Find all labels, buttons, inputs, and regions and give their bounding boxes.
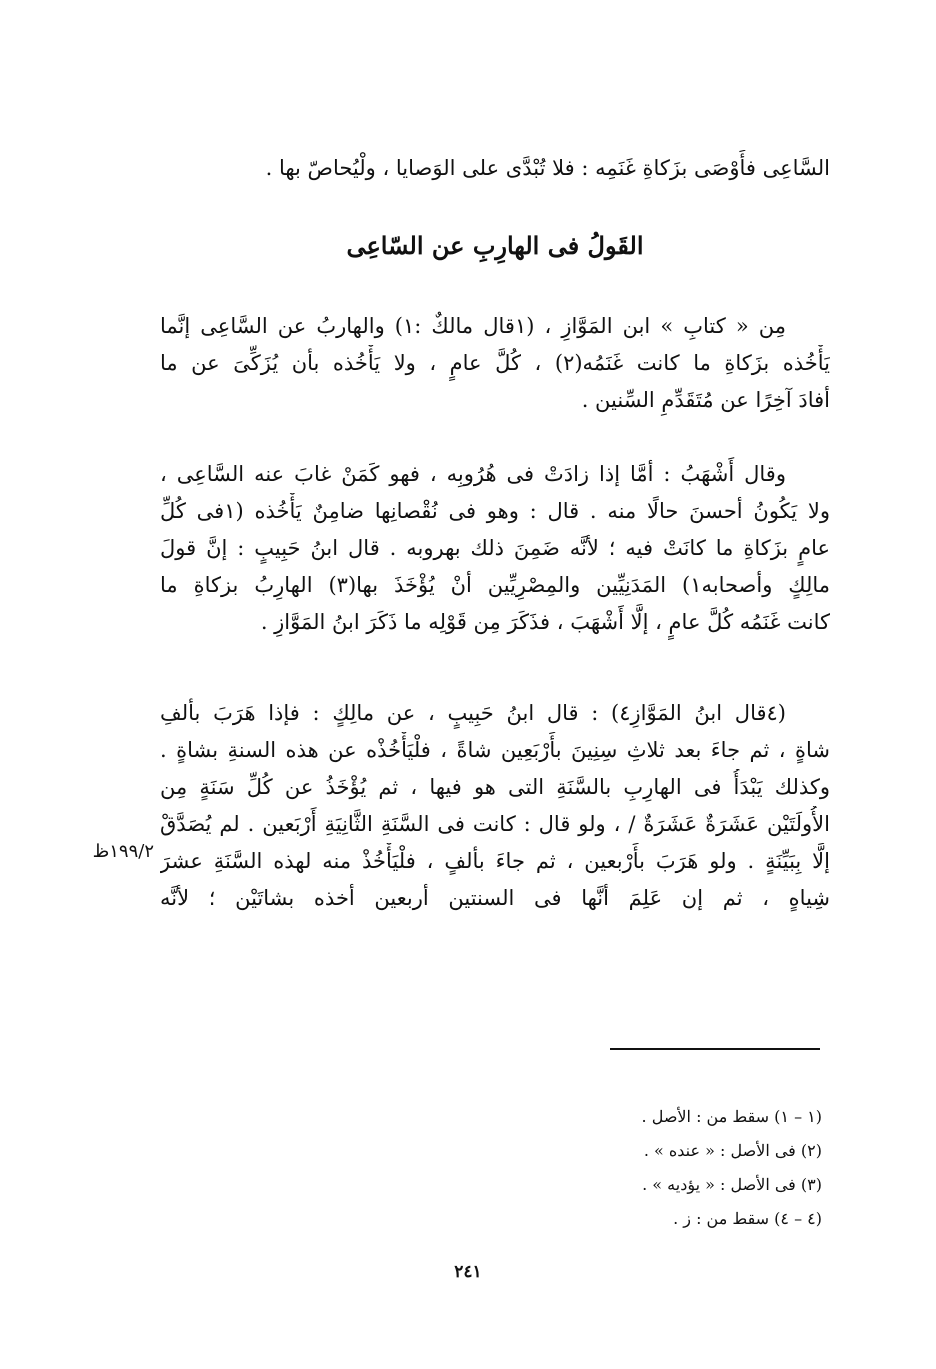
paragraph-line: وكذلك يَبْدَأُ فى الهارِبِ بالسَّنَةِ التى هو فيها ، ثم يُؤْخَذُ عن كُلِّ سَنَةٍ مِن bbox=[160, 775, 830, 799]
paragraph-line: أفادَ آخِرًا عن مُتَقَدِّمِ السِّنين . bbox=[581, 388, 830, 412]
paragraph-line: إلَّا بِبَيِّنَةٍ . ولو هَرَبَ بأَرْبعين ، ثم جاءَ بألفٍ ، فلْيَأْخُذْ منه لهذه السَّنَةِ عشرَ bbox=[160, 849, 830, 873]
paragraph-line: مالِكٍ وأصحابه١) المَدَنِيِّين والمِصْرِيِّين أنْ يُؤْخَذَ بها(٣) الهارِبُ بزكاةِ ما bbox=[160, 573, 830, 597]
paragraph-line: شاةٍ ، ثم جاءَ بعد ثلاثِ سِنِينَ بأَرْبَعِين شاةً ، فلْيَأْخُذْه عن هذه السنةِ بشاةٍ . bbox=[160, 738, 830, 762]
paragraph-line: كانت غَنَمُه كُلَّ عامٍ ، إلَّا أَشْهَبَ ، فذَكَرَ مِن قَوْلِه ما ذَكَرَ ابنُ المَوَّازِ . bbox=[260, 610, 830, 634]
paragraph-line: وقال أَشْهَبُ : أمَّا إذا زادَتْ فى هُرُوبِه ، فهو كَمَنْ غابَ عنه السَّاعِى ، bbox=[160, 462, 786, 486]
paragraph-line: مِن « كتابِ » ابن المَوَّازِ ، (١قال مالكٌ :١) والهاربُ عن السَّاعِى إنَّما bbox=[160, 314, 786, 338]
footnotes bbox=[160, 1100, 822, 1236]
footnote-1: (١ – ١) سقط من : الأصل . bbox=[641, 1107, 822, 1126]
paragraph-1 bbox=[160, 308, 830, 419]
footnote-divider bbox=[610, 1048, 820, 1050]
section-heading: القَولُ فى الهارِبِ عن السّاعِى bbox=[346, 231, 644, 260]
footnote-3: (٣) فى الأصل : « يؤديه » . bbox=[642, 1175, 822, 1194]
manuscript-folio-note: ١٩٩/٢ظ bbox=[92, 841, 154, 862]
footnote-2: (٢) فى الأصل : « عنده » . bbox=[643, 1141, 822, 1160]
paragraph-2 bbox=[160, 456, 830, 641]
paragraph-line: يَأْخُذه بزَكاةِ ما كانت غَنَمُه(٢) ، كُلَّ عامٍ ، ولا يَأْخُذه بأن يُزَكِّىَ عن ما bbox=[160, 351, 830, 375]
opening-line: السَّاعِى فأَوْصَى بزَكاةِ غَنَمِه : فلا تُبْدَّى على الوَصايا ، ولْيُحاصّ بها . bbox=[265, 156, 830, 180]
paragraph-3 bbox=[160, 695, 830, 917]
paragraph-line: عامٍ بزَكاةِ ما كانَتْ فيه ؛ لأنَّه ضَمِنَ ذلك بهروبه . قال ابنُ حَبِيبٍ : إنَّ قولَ bbox=[160, 536, 830, 560]
paragraph-line: الأُولَتَيْن عَشَرَةٌ عَشَرَةٌ / ، ولو قال : كانت فى السَّنَةِ الثَّانِيَةِ أَرْبَعين . لم يُصَدَّقْ bbox=[160, 812, 830, 836]
paragraph-line: شِياهٍ ، ثم إن عَلِمَ أنَّها فى السنتين أربعين أخذه بشاتَيْن ؛ لأنَّه bbox=[160, 886, 830, 910]
page-number: ٢٤١ bbox=[454, 1262, 482, 1282]
footnote-4: (٤ – ٤) سقط من : ز . bbox=[673, 1209, 822, 1228]
paragraph-line: (٤قال ابنُ المَوَّازِ٤) : قال ابنُ حَبِيبٍ ، عن مالِكٍ : فإذا هَرَبَ بألفِ bbox=[160, 701, 786, 725]
paragraph-line: ولا يَكُونُ أحسنَ حالًا منه . قال : وهو فى نُقْصانِها ضامِنٌ يَأْخُذه (١فى كُلِّ bbox=[160, 499, 830, 523]
